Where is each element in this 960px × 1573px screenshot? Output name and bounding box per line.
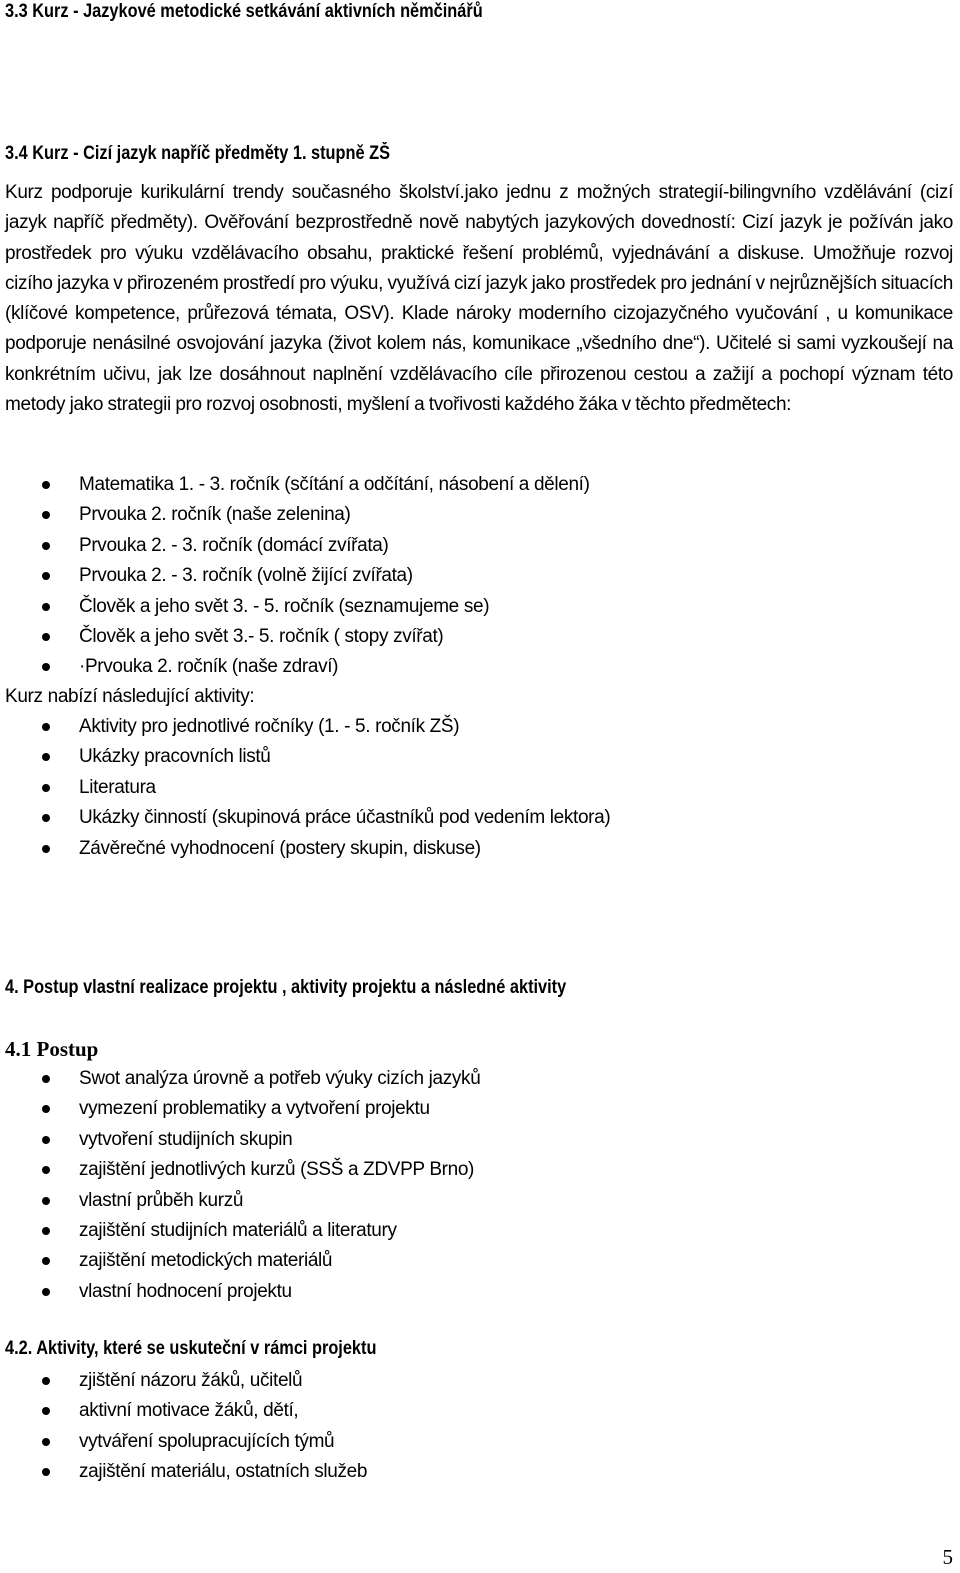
list-item: vlastní hodnocení projektu <box>0 1277 940 1307</box>
list-item: Prvouka 2. ročník (naše zelenina) <box>0 500 940 530</box>
activities-intro: Kurz nabízí následující aktivity: <box>5 686 255 707</box>
list-item: vlastní průběh kurzů <box>0 1186 940 1216</box>
page-number: 5 <box>942 1545 953 1569</box>
heading-3-3: 3.3 Kurz - Jazykové metodické setkávání aktivních němčinářů <box>5 1 483 22</box>
project-activities-list <box>0 1366 940 1488</box>
list-item: zajištění jednotlivých kurzů (SSŠ a ZDVPP Brno) <box>0 1155 940 1185</box>
list-item: aktivní motivace žáků, dětí, <box>0 1396 940 1426</box>
list-item: Prvouka 2. - 3. ročník (volně žijící zvířata) <box>0 561 940 591</box>
course-description-paragraph: Kurz podporuje kurikulární trendy současného školství.jako jednu z možných strategií-bilingvního vzdělávání (cizí jazyk napříč předměty). Ověřování bezprostředně nově nabytých jazykových dovedností: Cizí jazyk je požíván jako prostředek pro výuku vzdělávacího obsahu, praktické řešení problémů, vyjednávání a diskuse. Umožňuje rozvoj cizího jazyka v přirozeném prostředí pro výuku, využívá cizí jazyk jako prostředek pro jednání v nejrůznějších situacích (klíčové kompetence, průřezová témata, OSV). Klade nároky moderního cizojazyčného vyučování , u komunikace podporuje nenásilné osvojování jazyka (život kolem nás, komunikace „všedního dne“). Učitelé si sami vyzkoušejí na konkrétním učivu, jak lze dosáhnout naplnění vzdělávacího cíle přirozenou cestou a zažijí a pochopí význam této metody jako strategii pro rozvoj osobnosti, myšlení a tvořivosti každého žáka v těchto předmětech: <box>5 182 953 416</box>
postup-list <box>0 1064 940 1307</box>
list-item: zajištění materiálu, ostatních služeb <box>0 1457 940 1487</box>
list-item: Člověk a jeho svět 3. - 5. ročník (seznamujeme se) <box>0 592 940 622</box>
heading-3-4: 3.4 Kurz - Cizí jazyk napříč předměty 1. stupně ZŠ <box>5 143 391 164</box>
subjects-list <box>0 470 940 683</box>
list-item: zjištění názoru žáků, učitelů <box>0 1366 940 1396</box>
heading-4-2: 4.2. Aktivity, které se uskuteční v rámci projektu <box>5 1338 377 1359</box>
list-item: Aktivity pro jednotlivé ročníky (1. - 5. ročník ZŠ) <box>0 712 940 742</box>
heading-4: 4. Postup vlastní realizace projektu , aktivity projektu a následné aktivity <box>5 977 567 998</box>
activities-list <box>0 712 940 864</box>
list-item: Závěrečné vyhodnocení (postery skupin, diskuse) <box>0 834 940 864</box>
list-item: vymezení problematiky a vytvoření projektu <box>0 1094 940 1124</box>
list-item: Literatura <box>0 773 940 803</box>
list-item: zajištění metodických materiálů <box>0 1246 940 1276</box>
list-item: Člověk a jeho svět 3.- 5. ročník ( stopy zvířat) <box>0 622 940 652</box>
list-item: Swot analýza úrovně a potřeb výuky cizích jazyků <box>0 1064 940 1094</box>
list-item: ·Prvouka 2. ročník (naše zdraví) <box>0 652 940 682</box>
list-item: vytváření spolupracujících týmů <box>0 1427 940 1457</box>
list-item: vytvoření studijních skupin <box>0 1125 940 1155</box>
heading-4-1: 4.1 Postup <box>5 1037 99 1061</box>
list-item: zajištění studijních materiálů a literatury <box>0 1216 940 1246</box>
list-item: Ukázky pracovních listů <box>0 742 940 772</box>
list-item: Ukázky činností (skupinová práce účastníků pod vedením lektora) <box>0 803 940 833</box>
list-item: Matematika 1. - 3. ročník (sčítání a odčítání, násobení a dělení) <box>0 470 940 500</box>
list-item: Prvouka 2. - 3. ročník (domácí zvířata) <box>0 531 940 561</box>
